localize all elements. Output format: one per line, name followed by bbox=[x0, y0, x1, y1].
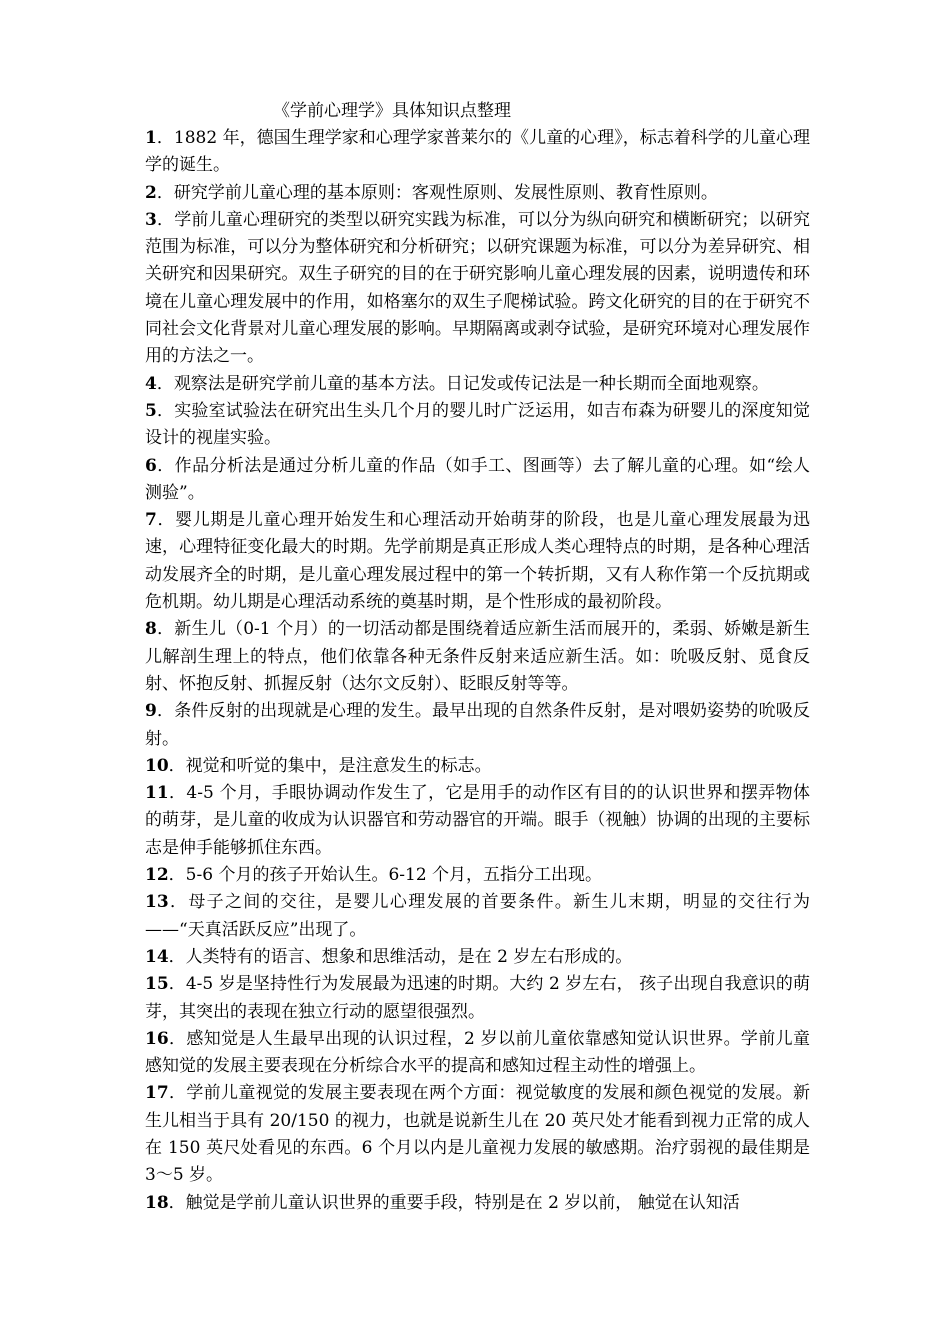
item-text: ．观察法是研究学前儿童的基本方法。日记发或传记法是一种长期而全面地观察。 bbox=[156, 373, 769, 394]
knowledge-point-item bbox=[145, 398, 810, 453]
knowledge-point-item bbox=[145, 371, 810, 398]
item-text: ．学前儿童视觉的发展主要表现在两个方面：视觉敏度的发展和颜色视觉的发展。新生儿相当于具有 20/150 的视力，也就是说新生儿在 20 英尺处才能看到视力正常的成人在 150 英尺处看见的东西。6 个月以内是儿童视力发展的敏感期。治疗弱视的最佳期是 3～5 岁。 bbox=[145, 1083, 810, 1186]
item-text: ．触觉是学前儿童认识世界的重要手段，特别是在 2 岁以前， 触觉在认知活 bbox=[168, 1192, 740, 1213]
knowledge-point-list bbox=[145, 125, 810, 1217]
item-text: ．1882 年，德国生理学家和心理学家普莱尔的《儿童的心理》，标志着科学的儿童心理学的诞生。 bbox=[145, 128, 810, 176]
knowledge-point-item bbox=[145, 207, 810, 371]
item-number: 13 bbox=[145, 892, 169, 913]
item-text: ．学前儿童心理研究的类型以研究实践为标准，可以分为纵向研究和横断研究；以研究范围为标准，可以分为整体研究和分析研究；以研究课题为标准，可以分为差异研究、相关研究和因果研究。双生子研究的目的在于研究影响儿童心理发展的因素，说明遗传和环境在儿童心理发展中的作用，如格塞尔的双生子爬梯试验。跨文化研究的目的在于研究不同社会文化背景对儿童心理发展的影响。早期隔离或剥夺试验，是研究环境对心理发展作用的方法之一。 bbox=[145, 209, 810, 367]
item-number: 12 bbox=[145, 865, 169, 886]
item-number: 4 bbox=[145, 373, 157, 394]
item-number: 7 bbox=[145, 510, 157, 531]
item-number: 14 bbox=[145, 946, 169, 967]
item-number: 18 bbox=[145, 1192, 169, 1213]
item-text: ．婴儿期是儿童心理开始发生和心理活动开始萌芽的阶段，也是儿童心理发展最为迅速，心理特征变化最大的时期。先学前期是真正形成人类心理特点的时期，是各种心理活动发展齐全的时期，是儿童心理发展过程中的第一个转折期，又有人称作第一个反抗期或危机期。幼儿期是心理活动系统的奠基时期，是个性形成的最初阶段。 bbox=[145, 510, 810, 613]
item-number: 5 bbox=[145, 400, 157, 421]
item-text: ．作品分析法是通过分析儿童的作品（如手工、图画等）去了解儿童的心理。如“绘人测验”。 bbox=[145, 455, 810, 503]
item-text: ．感知觉是人生最早出现的认识过程，2 岁以前儿童依靠感知觉认识世界。学前儿童感知觉的发展主要表现在分析综合水平的提高和感知过程主动性的增强上。 bbox=[145, 1028, 810, 1077]
document-title: 《学前心理学》具体知识点整理 bbox=[273, 101, 511, 121]
knowledge-point-item bbox=[145, 1190, 810, 1217]
item-number: 17 bbox=[145, 1083, 169, 1104]
document-page bbox=[145, 98, 810, 1217]
knowledge-point-item bbox=[145, 698, 810, 753]
item-text: ．母子之间的交往，是婴儿心理发展的首要条件。新生儿末期，明显的交往行为——“天真活跃反应”出现了。 bbox=[145, 892, 810, 940]
knowledge-point-item bbox=[145, 616, 810, 698]
item-text: ．条件反射的出现就是心理的发生。最早出现的自然条件反射，是对喂奶姿势的吮吸反射。 bbox=[145, 701, 810, 749]
item-text: ．实验室试验法在研究出生头几个月的婴儿时广泛运用，如吉布森为研婴儿的深度知觉设计的视崖实验。 bbox=[145, 400, 810, 449]
item-text: ．4-5 个月，手眼协调动作发生了，它是用手的动作区有目的的认识世界和摆弄物体的萌芽，是儿童的收成为认识器官和劳动器官的开端。眼手（视触）协调的出现的主要标志是伸手能够抓住东西。 bbox=[145, 783, 810, 858]
knowledge-point-item bbox=[145, 753, 810, 780]
item-text: ．新生儿（0-1 个月）的一切活动都是围绕着适应新生活而展开的，柔弱、娇嫩是新生儿解剖生理上的特点，他们依靠各种无条件反射来适应新生活。如：吮吸反射、觅食反射、怀抱反射、抓握反射（达尔文反射）、眨眼反射等等。 bbox=[145, 619, 810, 694]
knowledge-point-item bbox=[145, 971, 810, 1026]
item-text: ．5-6 个月的孩子开始认生。6-12 个月，五指分工出现。 bbox=[168, 865, 603, 886]
item-text: ．人类特有的语言、想象和思维活动，是在 2 岁左右形成的。 bbox=[168, 946, 633, 967]
knowledge-point-item bbox=[145, 889, 810, 944]
knowledge-point-item bbox=[145, 1026, 810, 1081]
knowledge-point-item bbox=[145, 862, 810, 889]
item-text: ．4-5 岁是坚持性行为发展最为迅速的时期。大约 2 岁左右， 孩子出现自我意识的萌芽，其突出的表现在独立行动的愿望很强烈。 bbox=[145, 974, 810, 1022]
item-number: 15 bbox=[145, 974, 169, 995]
knowledge-point-item bbox=[145, 453, 810, 508]
item-number: 3 bbox=[145, 209, 157, 230]
item-number: 9 bbox=[145, 701, 157, 722]
item-number: 2 bbox=[145, 182, 157, 203]
item-number: 6 bbox=[145, 455, 157, 476]
item-text: ．视觉和听觉的集中，是注意发生的标志。 bbox=[168, 755, 492, 776]
item-number: 10 bbox=[145, 755, 169, 776]
item-text: ．研究学前儿童心理的基本原则：客观性原则、发展性原则、教育性原则。 bbox=[156, 182, 718, 203]
item-number: 11 bbox=[145, 783, 169, 804]
item-number: 1 bbox=[145, 128, 157, 148]
knowledge-point-item bbox=[145, 1080, 810, 1189]
knowledge-point-item bbox=[145, 125, 810, 180]
knowledge-point-item bbox=[145, 180, 810, 207]
item-number: 8 bbox=[145, 619, 157, 640]
item-number: 16 bbox=[145, 1028, 169, 1049]
knowledge-point-item bbox=[145, 944, 810, 971]
knowledge-point-item bbox=[145, 507, 810, 616]
knowledge-point-item bbox=[145, 780, 810, 862]
